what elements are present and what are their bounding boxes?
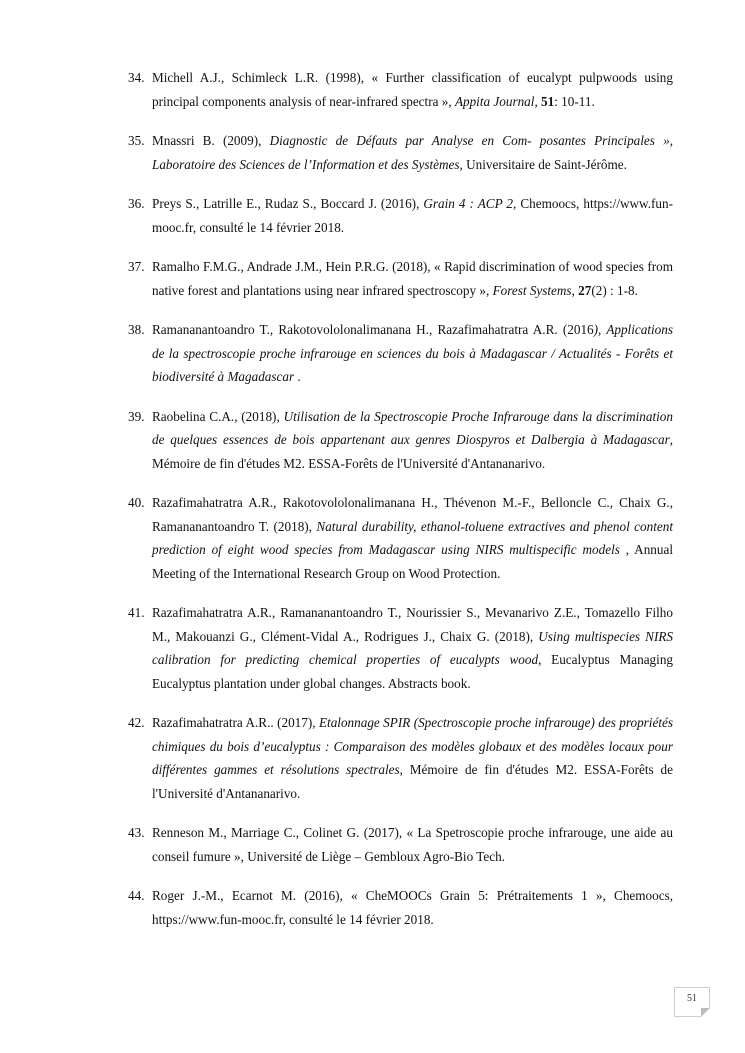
- reference-text: [152, 129, 673, 176]
- reference-number: 40.: [128, 495, 145, 510]
- reference-text-segment: Razafimahatratra A.R., Rakotovololonalimanana H., Thévenon M.-F., Belloncle C., Chaix G., Ramananantoandro T. (2018),: [152, 495, 673, 534]
- reference-text-segment: Razafimahatratra A.R., Ramananantoandro T., Nourissier S., Mevanarivo Z.E., Tomazello Filho M., Makouanzi G., Clément-Vidal A., Rodrigues J., Chaix G. (2018),: [152, 605, 673, 644]
- reference-text: [152, 318, 673, 389]
- reference-item: [120, 405, 673, 476]
- reference-item: [120, 192, 673, 239]
- reference-text: [152, 192, 673, 239]
- reference-title-italic: Appita Journal: [454, 93, 535, 109]
- reference-text-segment: Roger J.-M., Ecarnot M. (2016), « CheMOOCs Grain 5: Prétraitements 1 », Chemoocs, https://www.fun-mooc.fr, consulté le 14 février 2018.: [152, 888, 673, 927]
- reference-number: 36.: [128, 196, 145, 211]
- reference-item: [120, 66, 673, 113]
- reference-number: 42.: [128, 715, 145, 730]
- reference-text: [152, 601, 673, 695]
- reference-number: 38.: [128, 322, 145, 337]
- reference-item: [120, 129, 673, 176]
- reference-number: 35.: [128, 133, 145, 148]
- page-number: 51: [687, 993, 697, 1004]
- reference-text-segment: Ramalho F.M.G., Andrade J.M., Hein P.R.G. (2018), « Rapid discrimination of wood species from native forest and plantations using near infrared spectroscopy »,: [152, 259, 673, 298]
- reference-title-italic: Diagnostic de Défauts par Analyse en Com- posantes Principales », Laboratoire des Sciences de l’Information et des Systèmes: [152, 133, 673, 172]
- reference-title-italic: Utilisation de la Spectroscopie Proche Infrarouge dans la discrimination de quelques essences de bois appartenant aux genres Diospyros et Dalbergia à Madagascar: [152, 408, 673, 447]
- reference-title-italic: Etalonnage SPIR (Spectroscopie proche infrarouge) des propriétés chimiques du bois d’eucalyptus : Comparaison des modèles globaux et des modèles locaux pour différentes gammes et résolutions spectrales: [152, 715, 673, 777]
- reference-text-segment: , Mémoire de fin d'études M2. ESSA-Forêts de l'Université d'Antananarivo.: [152, 432, 673, 471]
- reference-text: [152, 66, 673, 113]
- reference-item: [120, 601, 673, 695]
- reference-item: [120, 711, 673, 805]
- reference-number: 44.: [128, 888, 145, 903]
- reference-number: 43.: [128, 825, 145, 840]
- page-number-box: [674, 987, 710, 1017]
- reference-item: [120, 318, 673, 389]
- reference-title-italic: ), Applications de la spectroscopie proche infrarouge en sciences du bois à Madagascar / Actualités - Forêts et biodiversité à Magadascar: [152, 322, 673, 384]
- reference-text-segment: : 10-11.: [554, 93, 595, 109]
- reference-text: [152, 821, 673, 868]
- reference-text: [152, 884, 673, 931]
- reference-text-segment: Raobelina C.A., (2018),: [152, 408, 284, 424]
- reference-title-italic: Using multispecies NIRS calibration for predicting chemical properties of eucalypts wood: [152, 628, 673, 667]
- reference-item: [120, 255, 673, 302]
- reference-text-segment: Michell A.J., Schimleck L.R. (1998), « Further classification of eucalypt pulpwoods using principal components analysis of near-infrared spectra »,: [152, 70, 673, 109]
- reference-text-segment: , Eucalyptus Managing Eucalyptus plantation under global changes. Abstracts book.: [152, 652, 674, 691]
- reference-text-segment: , Universitaire de Saint-Jérôme.: [459, 156, 627, 172]
- reference-text: [152, 491, 673, 585]
- page-curl-icon: [701, 1008, 710, 1017]
- reference-title-italic: Forest Systems: [492, 282, 572, 298]
- reference-text: [152, 255, 673, 302]
- reference-text-segment: (2) : 1-8.: [591, 282, 638, 298]
- reference-text-segment: Razafimahatratra A.R.. (2017),: [152, 715, 319, 730]
- reference-text-segment: Renneson M., Marriage C., Colinet G. (2017), « La Spetroscopie proche infrarouge, une aide au conseil fumure », Université de Liège – Gembloux Agro-Bio Tech.: [152, 825, 673, 864]
- reference-text-segment: Mnassri B. (2009),: [152, 133, 270, 148]
- reference-text-segment: Preys S., Latrille E., Rudaz S., Boccard J. (2016),: [152, 196, 424, 211]
- reference-text-segment: ,: [571, 282, 579, 298]
- reference-text-segment: Ramananantoandro T., Rakotovololonalimanana H., Razafimahatratra A.R. (2016: [152, 322, 594, 337]
- reference-title-italic: Natural durability, ethanol-toluene extractives and phenol content prediction of eight wood species from Madagascar using NIRS multispecific models: [152, 518, 673, 557]
- reference-list: [120, 66, 673, 947]
- reference-item: [120, 884, 673, 931]
- reference-item: [120, 491, 673, 585]
- reference-number: 41.: [128, 605, 145, 620]
- reference-number: 37.: [128, 259, 145, 274]
- reference-number: 39.: [128, 408, 145, 424]
- reference-number: 34.: [128, 70, 145, 85]
- reference-item: [120, 821, 673, 868]
- reference-volume-bold: 27: [578, 282, 592, 298]
- reference-text-segment: , Chemoocs, https://www.fun-mooc.fr, consulté le 14 février 2018.: [152, 196, 673, 235]
- reference-text-segment: ,: [534, 93, 542, 109]
- reference-volume-bold: 51: [541, 93, 555, 109]
- reference-title-italic: Grain 4 : ACP 2: [423, 196, 514, 211]
- reference-text-segment: , Annual Meeting of the International Research Group on Wood Protection.: [152, 542, 674, 581]
- reference-text-segment: .: [294, 369, 301, 384]
- reference-text: [152, 711, 673, 805]
- reference-text: [152, 405, 673, 476]
- reference-text-segment: , Mémoire de fin d'études M2. ESSA-Forêts de l'Université d'Antananarivo.: [152, 762, 673, 801]
